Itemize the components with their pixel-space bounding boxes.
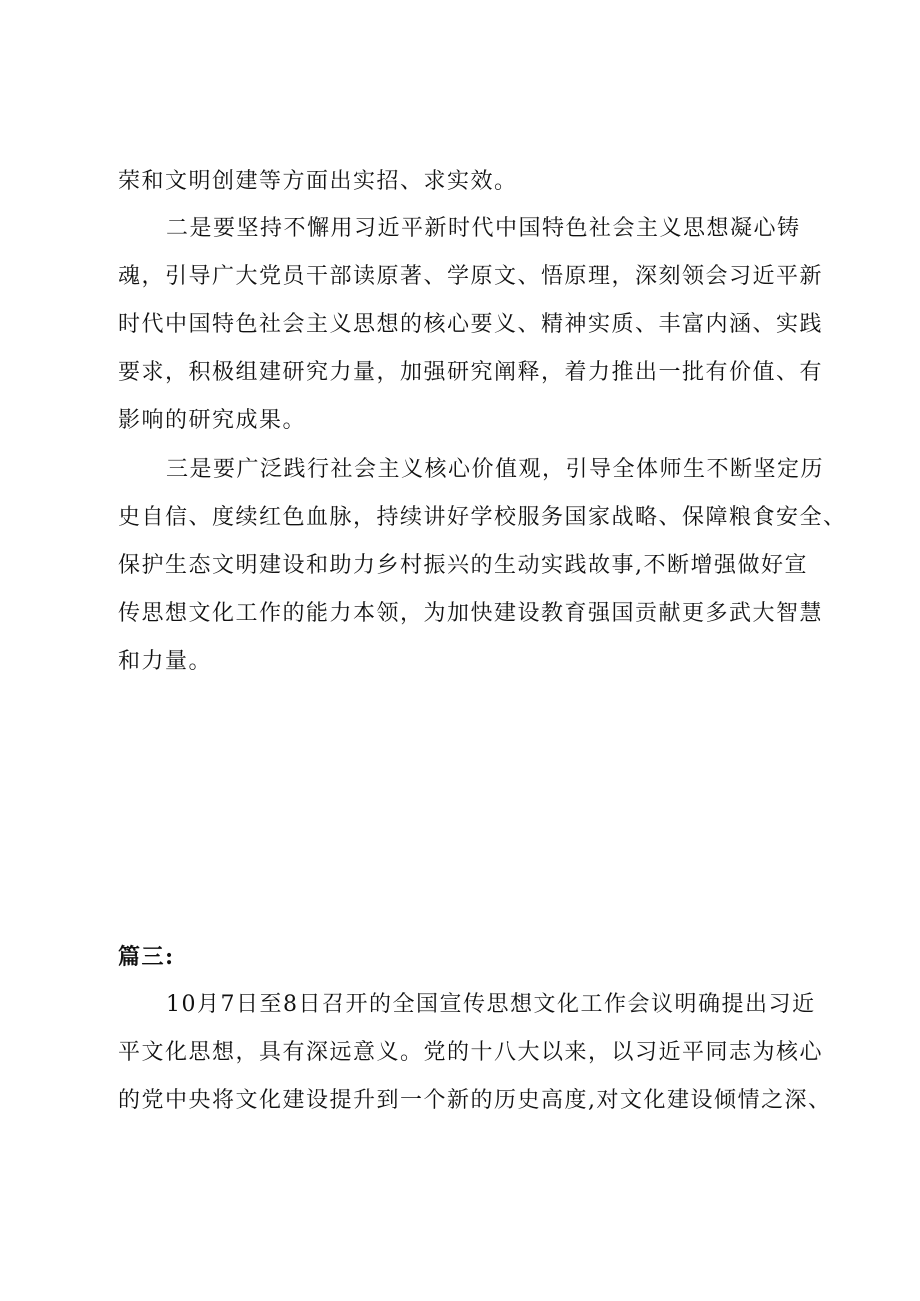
paragraph-line: 保护生态文明建设和助力乡村振兴的生动实践故事,不断增强做好宣 (118, 553, 808, 578)
paragraph-line: 二是要坚持不懈用习近平新时代中国特色社会主义思想凝心铸 (166, 216, 801, 241)
paragraph-line: 和力量。 (118, 649, 213, 674)
paragraph-line: 时代中国特色社会主义思想的核心要义、精神实质、丰富内涵、实践 (118, 312, 824, 337)
paragraph-line: 10月7日至8日召开的全国宣传思想文化工作会议明确提出习近 (166, 992, 816, 1017)
paragraph-line: 影响的研究成果。 (118, 408, 307, 433)
paragraph-line: 史自信、度续红色血脉，持续讲好学校服务国家战略、保障粮食安全、 (118, 505, 847, 530)
paragraph-line: 传思想文化工作的能力本领，为加快建设教育强国贡献更多武大智慧 (118, 601, 824, 626)
paragraph-line: 要求，积极组建研究力量，加强研究阐释，着力推出一批有价值、有 (118, 360, 824, 385)
paragraph-line: 三是要广泛践行社会主义核心价值观，引导全体师生不断坚定历 (166, 457, 825, 482)
paragraph-line: 的党中央将文化建设提升到一个新的历史高度,对文化建设倾情之深、 (118, 1088, 832, 1113)
paragraph-line: 魂，引导广大党员干部读原著、学原文、悟原理，深刻领会习近平新 (118, 264, 824, 289)
paragraph-line: 荣和文明创建等方面出实招、求实效。 (118, 169, 518, 194)
section-heading: 篇三: (118, 944, 175, 970)
paragraph-line: 平文化思想，具有深远意义。党的十八大以来，以习近平同志为核心 (118, 1040, 824, 1065)
